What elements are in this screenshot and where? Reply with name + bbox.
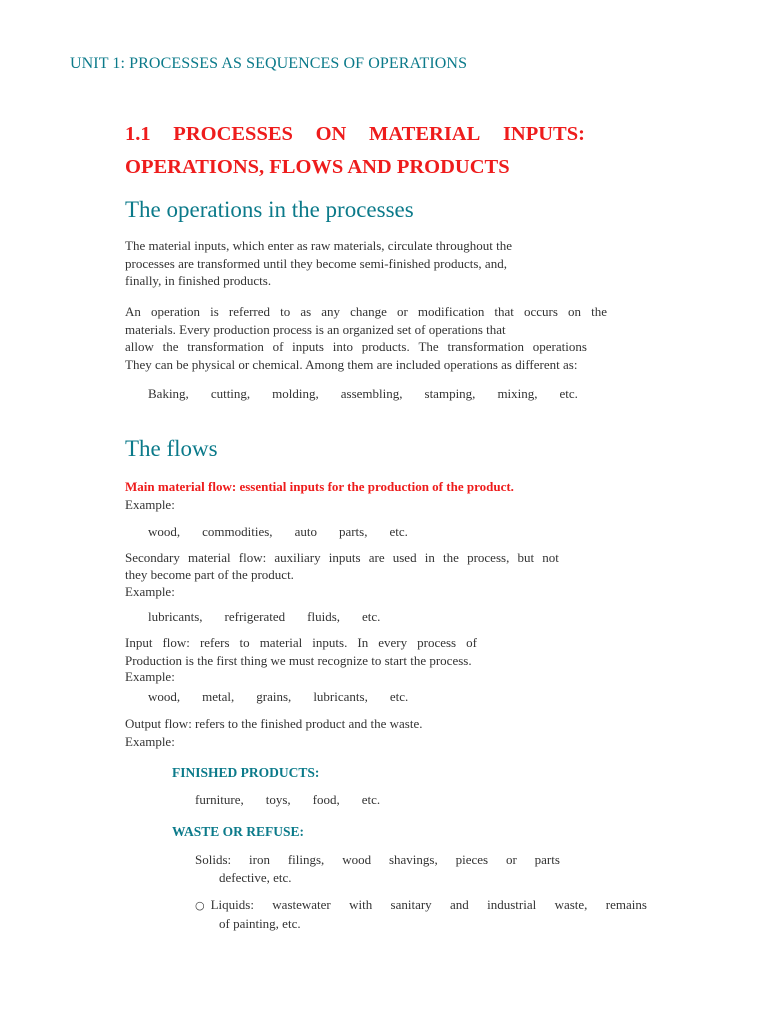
justified-line: ○ Liquids: wastewater with sanitary and industrial waste, remains [195, 897, 647, 912]
justified-line: Secondary material flow: auxiliary inputs are used in the process, but not [125, 550, 559, 565]
main-flow-block [125, 478, 514, 513]
finished-products-examples: furniture, toys, food, etc. [195, 792, 381, 807]
operations-examples: Baking, cutting, molding, assembling, stamping, mixing, etc. [148, 386, 578, 401]
circle-bullet-icon: ○ [195, 899, 205, 912]
secondary-flow-block: Secondary material flow: auxiliary inputs are used in the process, but not they become part of the product. Example: [125, 550, 559, 599]
section-title [125, 118, 585, 184]
input-flow-block: Input flow: refers to material inputs. In every process of Production is the first thing we must recognize to start the process. Example: [125, 635, 477, 684]
main-flow-examples: wood, commodities, auto parts, etc. [148, 524, 408, 539]
justified-line: An operation is referred to as any change or modification that occurs on the [125, 304, 607, 319]
operations-paragraph-2: An operation is referred to as any change or modification that occurs on the materials. Every production process is an organized set of operations that allow the transformation of inputs into products. The transformation operations They can be physical or chemical. Among them are included operations as different as: [125, 304, 607, 372]
flows-heading: The flows [125, 436, 218, 461]
section-title-line1: 1.1 PROCESSES ON MATERIAL INPUTS: [125, 123, 585, 145]
main-flow-text: Main material flow: essential inputs for the production of the product. [125, 479, 514, 494]
unit-title: UNIT 1: PROCESSES AS SEQUENCES OF OPERATIONS [70, 55, 468, 72]
section-title-line2: OPERATIONS, FLOWS AND PRODUCTS [125, 156, 510, 178]
example-label: Example: [125, 669, 175, 684]
operations-paragraph-1: The material inputs, which enter as raw materials, circulate throughout the processes are transformed until they become semi-finished products, and, finally, in finished products. [125, 238, 512, 288]
justified-line: Solids: iron filings, wood shavings, pieces or parts [195, 852, 560, 867]
solids-item: Solids: iron filings, wood shavings, pieces or parts defective, etc. [195, 852, 560, 885]
input-flow-examples: wood, metal, grains, lubricants, etc. [148, 689, 409, 704]
example-label: Example: [125, 584, 175, 599]
justified-line: allow the transformation of inputs into products. The transformation operations [125, 339, 587, 354]
waste-heading: WASTE OR REFUSE: [172, 824, 305, 839]
finished-products-heading: FINISHED PRODUCTS: [172, 765, 320, 780]
operations-heading: The operations in the processes [125, 197, 414, 222]
justified-line: Input flow: refers to material inputs. In every process of [125, 635, 477, 650]
secondary-flow-examples: lubricants, refrigerated fluids, etc. [148, 609, 381, 624]
example-label: Example: [125, 496, 175, 512]
liquids-item: ○ Liquids: wastewater with sanitary and industrial waste, remains of painting, etc. [195, 897, 647, 931]
output-flow-block: Output flow: refers to the finished product and the waste. Example: [125, 716, 423, 749]
example-label: Example: [125, 733, 175, 749]
